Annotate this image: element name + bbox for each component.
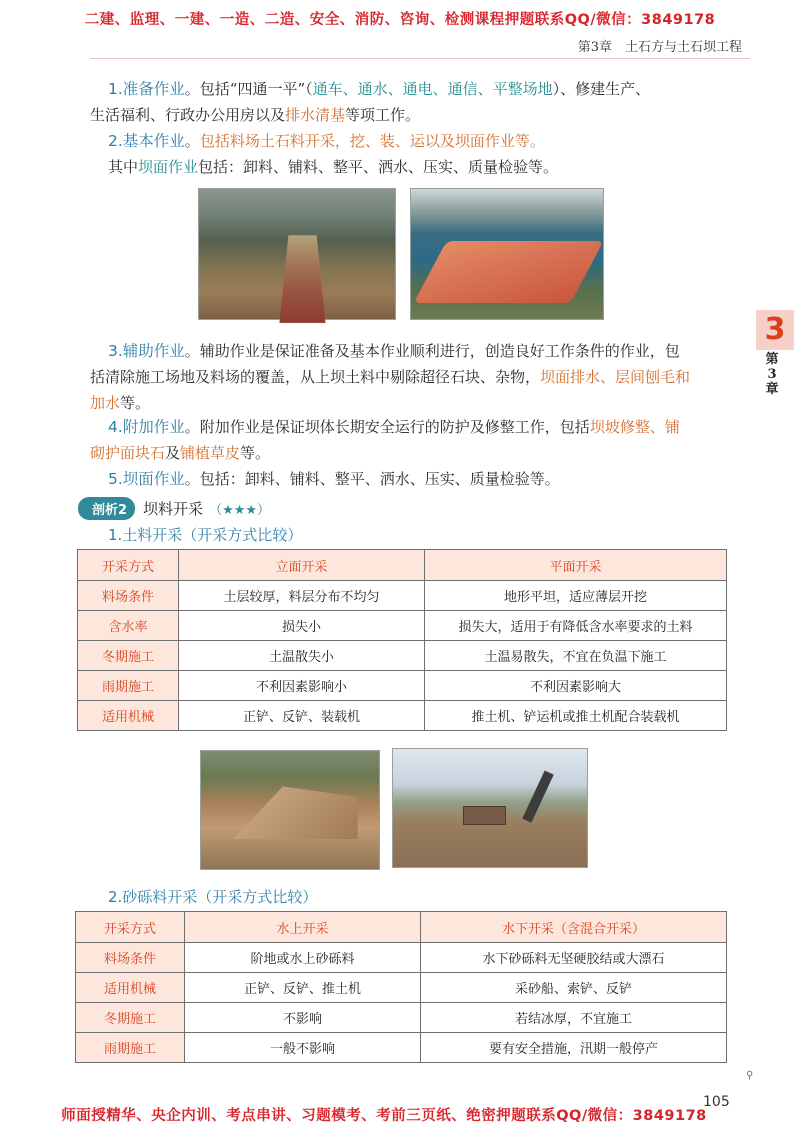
table-cell: 要有安全措施，汛期一般停产 [421, 1033, 727, 1063]
row-label: 适用机械 [76, 973, 185, 1003]
chapter-side-tab [750, 310, 800, 400]
table-cell: 土层较厚，料层分布不均匀 [179, 581, 425, 611]
table1-heading: 1.土料开采（开采方式比较） [108, 526, 303, 544]
row-label: 含水率 [78, 611, 179, 641]
paragraph-dam-work: 5.坝面作业。包括：卸料、铺料、整平、洒水、压实、质量检验等。 [108, 470, 560, 488]
earth-dam-photo [410, 188, 604, 320]
table-cell: 不影响 [185, 1003, 421, 1033]
table-header-cell: 水上开采 [185, 912, 421, 943]
row-label: 适用机械 [78, 701, 179, 731]
row-label: 料场条件 [76, 943, 185, 973]
table-header-cell: 水下开采（含混合开采） [421, 912, 727, 943]
table-cell: 地形平坦，适应薄层开挖 [425, 581, 727, 611]
table-cell: 不利因素影响大 [425, 671, 727, 701]
para-lead: 1.准备作业 [108, 80, 185, 98]
page-number: 105 [703, 1094, 730, 1110]
row-label: 冬期施工 [78, 641, 179, 671]
table-cell: 一般不影响 [185, 1033, 421, 1063]
table-cell: 若结冰厚，不宜施工 [421, 1003, 727, 1033]
row-label: 冬期施工 [76, 1003, 185, 1033]
row-label: 雨期施工 [76, 1033, 185, 1063]
table-cell: 正铲、反铲、装载机 [179, 701, 425, 731]
table-header-cell: 开采方式 [78, 550, 179, 581]
dam-road-photo [198, 188, 396, 320]
paragraph-prep: 1.准备作业。包括“四通一平”（通车、通水、通电、通信、平整场地）、修建生产、 生活福利、行政办公用房以及排水清基等项工作。 [90, 80, 651, 124]
paragraph-basic: 2.基本作业。包括料场土石料开采，挖、装、运以及坝面作业等。 [108, 132, 545, 150]
gravel-excavation-table [75, 911, 727, 1063]
importance-stars: （★★★） [209, 503, 271, 518]
analysis-heading [78, 497, 270, 521]
paragraph-auxiliary: 3.辅助作业。辅助作业是保证准备及基本作业顺利进行，创造良好工作条件的作业，包 括清除施工场地及料场的覆盖，从上坝土料中剔除超径石块、杂物，坝面排水、层间刨毛和 加水等。 [90, 342, 691, 412]
table-header-cell: 平面开采 [425, 550, 727, 581]
chapter-tab-number: 3 [756, 310, 794, 350]
table-row [76, 1033, 727, 1063]
table-row [78, 611, 727, 641]
table-header-row [78, 550, 727, 581]
table-row [76, 943, 727, 973]
row-label: 料场条件 [78, 581, 179, 611]
para-lead: 2.基本作业 [108, 132, 185, 150]
row-label: 雨期施工 [78, 671, 179, 701]
table-cell: 采砂船、索铲、反铲 [421, 973, 727, 1003]
table-cell: 推土机、铲运机或推土机配合装载机 [425, 701, 727, 731]
paragraph-dam-face: 其中坝面作业包括：卸料、铺料、整平、洒水、压实、质量检验等。 [108, 158, 559, 176]
chapter-tab-label: 第 3 章 [765, 352, 779, 397]
table-header-cell: 开采方式 [76, 912, 185, 943]
table-cell: 水下砂砾料无坚硬胶结或大漂石 [421, 943, 727, 973]
paragraph-additional: 4.附加作业。附加作业是保证坝体长期安全运行的防护及修整工作，包括坝坡修整、铺 砌护面块石及铺植草皮等。 [90, 418, 680, 462]
gravel-site-photo [392, 748, 588, 868]
bottom-banner: 师面授精华、央企内训、考点串讲、习题模考、考前三页纸、绝密押题联系QQ/微信：3849178 [61, 1108, 707, 1124]
table-row [78, 701, 727, 731]
table-header-cell: 立面开采 [179, 550, 425, 581]
table-cell: 不利因素影响小 [179, 671, 425, 701]
para-lead: 3.辅助作业 [108, 342, 185, 360]
table2-heading: 2.砂砾料开采（开采方式比较） [108, 888, 318, 906]
header-divider [90, 58, 750, 59]
table-cell: 损失小 [179, 611, 425, 641]
table-cell: 正铲、反铲、推土机 [185, 973, 421, 1003]
analysis-title: 坝料开采 [143, 500, 204, 518]
soil-excavation-table [77, 549, 727, 731]
table-row [76, 1003, 727, 1033]
table-row [78, 641, 727, 671]
soil-quarry-photo [200, 750, 380, 870]
table-cell: 土温散失小 [179, 641, 425, 671]
table-cell: 土温易散失，不宜在负温下施工 [425, 641, 727, 671]
table-header-row [76, 912, 727, 943]
chapter-header: 第3章 土石方与土石坝工程 [577, 40, 742, 55]
table-row [78, 671, 727, 701]
location-pin-icon: ⚲ [746, 1070, 754, 1081]
para-lead: 5.坝面作业 [108, 470, 185, 488]
analysis-badge: 剖析2 [78, 497, 135, 520]
table-row [76, 973, 727, 1003]
para-lead: 4.附加作业 [108, 418, 185, 436]
table-cell: 阶地或水上砂砾料 [185, 943, 421, 973]
table-cell: 损失大，适用于有降低含水率要求的土料 [425, 611, 727, 641]
top-banner: 二建、监理、一建、一造、二造、安全、消防、咨询、检测课程押题联系QQ/微信：3849178 [84, 12, 716, 28]
table-row [78, 581, 727, 611]
